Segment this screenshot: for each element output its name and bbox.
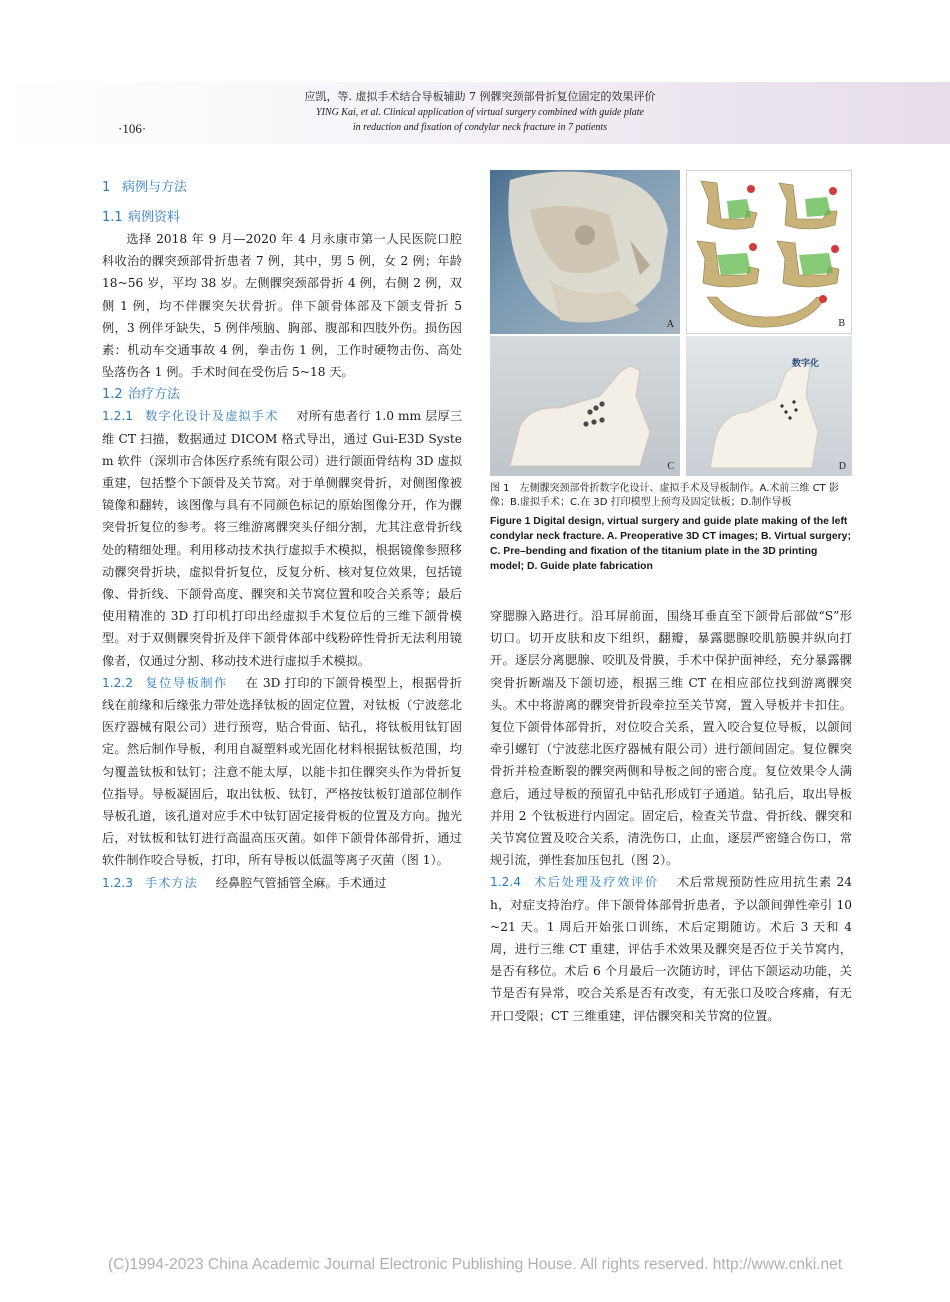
paragraph-patients: 选择 2018 年 9 月—2020 年 4 月永康市第一人民医院口腔科收治的髁突颈部骨折患者 7 例，其中，男 5 例，女 2 例；年龄 18~56 岁，平均 38 岁。左侧髁突颈部骨折 4 例，右侧 2 例，双侧 1 例，均不伴髁突矢状骨折。伴下颌骨体部及下颌支骨折 5 例，3 例伴牙缺失，5 例伴颅脑、胸部、腹部和四肢外伤。损伤因素：机动车交通事故 4 例，拳击伤 1 例，工作时硬物击伤、高处坠落伤各 1 例。手术时间在受伤后 5~18 天。 — [102, 232, 462, 380]
right-column — [490, 605, 852, 1027]
subsection-heading-1-2-3: 1.2.3 手术方法 — [102, 875, 198, 890]
copyright-footer: (C)1994-2023 China Academic Journal Electronic Publishing House. All rights reserved. http://www.cnki.net — [107, 1256, 843, 1273]
paragraph-surgery-continued: 穿腮腺入路进行。沿耳屏前面，围绕耳垂直至下颌骨后部做“S”形切口。切开皮肤和皮下组织，翻瓣，暴露腮腺咬肌筋膜并纵向打开。逐层分离腮腺、咬肌及骨膜，手术中保护面神经，充分暴露髁突骨折断端及下颌切迹，根据三维 CT 在相应部位找到游离髁突头。术中将游离的髁突骨折段牵拉至关节窝，置入导板并卡扣住。复位下颌骨体部骨折，对位咬合关系，置入咬合复位导板，以颌间牵引螺钉（宁波慈北医疗器械有限公司）进行颌间固定。复位髁突骨折并检查断裂的髁突两侧和导板之间的密合度。复位效果令人满意后，通过导板的预留孔中钻孔形成钉子通道。钻孔后，取出导板并用 2 个钛板进行内固定。固定后，检查关节盘、骨折线、髁突和关节窝位置及咬合关系，清洗伤口，止血，逐层严密缝合伤口，常规引流，弹性套加压包扎（图 2）。 — [490, 609, 852, 868]
panel-label-b: B — [838, 318, 845, 329]
running-header — [270, 88, 690, 135]
virtual-mandible-models — [687, 171, 852, 334]
running-title-cn: 应凯，等. 虚拟手术结合导板辅助 7 例髁突颈部骨折复位固定的效果评价 — [304, 90, 656, 103]
figure-panel-c-titanium-plate — [490, 336, 680, 476]
figure-caption-en: Figure 1 Digital design, virtual surgery and guide plate making of the left condylar neck fracture. A. Preoperative 3D CT images; B. Virtual surgery; C. Pre–bending and fixation of the titanium plate in the 3D printing model; D. Guide plate fabrication — [490, 516, 851, 572]
panel-label-d: D — [838, 461, 846, 472]
subsection-heading-1-2-1: 1.2.1 数字化设计及虚拟手术 — [102, 409, 279, 424]
model-label-text: 数字化 — [792, 359, 820, 369]
subsection-heading-1-2-4: 1.2.4 术后处理及疗效评价 — [490, 875, 659, 890]
panel-label-a: A — [666, 319, 674, 330]
paragraph-surgery-start: 1.2.3 手术方法 经鼻腔气管插管全麻。手术通过 — [102, 875, 387, 890]
guide-plate-model — [686, 336, 852, 476]
running-title-en-2: in reduction and fixation of condylar neck fracture in 7 patients — [352, 122, 608, 133]
figure-caption — [490, 482, 852, 574]
running-title-en-1: YING Kai, et al. Clinical application of virtual surgery combined with guide plate — [316, 107, 644, 118]
paragraph-guide-plate: 1.2.2 复位导板制作 在 3D 打印的下颌骨模型上，根据骨折线在前缘和后缘张力带处选择钛板的固定位置，对钛板（宁波慈北医疗器械有限公司）进行预弯，贴合骨面、钻孔，将钛板用钛钉固定。然后制作导板，利用自凝塑料或光固化材料根据钛板范围，均匀覆盖钛板和钛钉；注意不能太厚，以能卡扣住髁突头作为骨折复位指导。导板凝固后，取出钛板、钛钉，严格按钛板钉道部位制作导板孔道，该孔道对应手术中钛钉固定接骨板的位置及方向。抛光后，对钛板和钛钉进行高温高压灭菌。如伴下颌骨体部骨折，通过软件制作咬合导板，打印，所有导板以低温等离子灭菌（图 1）。 — [102, 675, 463, 868]
ct-skull-illustration — [490, 170, 680, 334]
figure-panel-a-ct-image — [490, 170, 680, 334]
figure-panel-b-virtual-surgery — [686, 170, 852, 334]
figure-panel-d-guide-plate — [686, 336, 852, 476]
page-number: ·106· — [118, 121, 147, 136]
paragraph-postoperative: 1.2.4 术后处理及疗效评价 术后常规预防性应用抗生素 24 h，对症支持治疗。伴下颌骨体部骨折患者，予以颌间弹性牵引 10~21 天。1 周后开始张口训练，术后定期随访。术后 3 天和 4 周，进行三维 CT 重建，评估手术效果及髁突是否位于关节窝内，是否有移位。术后 6 个月最后一次随访时，评估下颌运动功能，关节是否有异常，咬合关系是否有改变，有无张口及咬合疼痛，有无开口受限；CT 三维重建，评估髁突和关节窝的位置。 — [490, 875, 852, 1023]
figure-caption-cn: 图 1 左侧髁突颈部骨折数字化设计、虚拟手术及导板制作。A.术前三维 CT 影像；B.虚拟手术；C.在 3D 打印模型上预弯及固定钛板；D.制作导板 — [490, 483, 839, 508]
section-heading-1-2: 1.2 治疗方法 — [102, 387, 181, 403]
section-heading-1-1: 1.1 病例资料 — [102, 210, 181, 225]
section-heading-1: 1 病例与方法 — [102, 180, 188, 195]
left-column — [102, 176, 462, 894]
printed-model-with-plate — [490, 336, 680, 476]
panel-label-c: C — [667, 461, 674, 472]
paragraph-digital-design: 1.2.1 数字化设计及虚拟手术 对所有患者行 1.0 mm 层厚三维 CT 扫描，数据通过 DICOM 格式导出，通过 Gui-E3D System 软件（深圳市合体医疗系统有限公司）进行颌面骨结构 3D 虚拟重建，包括整个下颌骨及关节窝。对于单侧髁突骨折，对侧图像被镜像和翻转，该图像与具有不同颜色标记的原始图像分开，作为髁突骨折复位的参考。将三维游离髁突头仔细分割，尤其注意骨折线处的精细处理。利用移动技术执行虚拟手术模拟，根据镜像参照移动髁突骨折块，虚拟骨折复位，反复分析、核对复位效果，包括镜像、骨折线、下颌骨高度、髁突和关节窝位置和咬合关系等；最后使用精准的 3D 打印机打印出经虚拟手术复位后的三维下颌骨模型。对于双侧髁突骨折及伴下颌骨体部中线粉碎性骨折无法利用镜像者，仅通过分割、移动技术进行虚拟手术模拟。 — [102, 409, 463, 668]
figure-1 — [490, 170, 852, 476]
subsection-heading-1-2-2: 1.2.2 复位导板制作 — [102, 675, 228, 690]
